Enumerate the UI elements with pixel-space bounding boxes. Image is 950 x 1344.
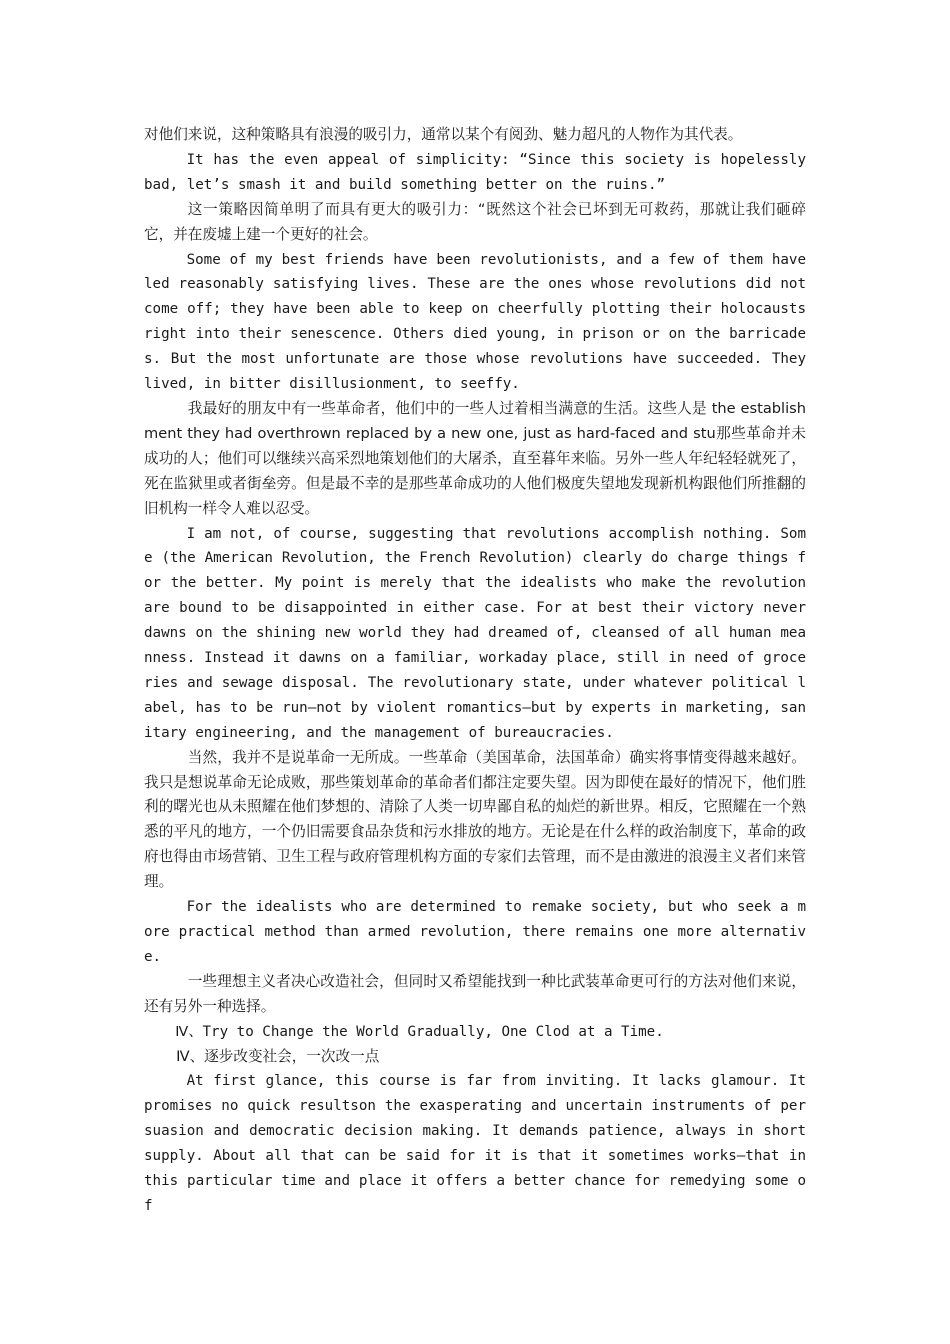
paragraph-en-simplicity: It has the even appeal of simplicity: “Since this society is hopelessly bad, let’s smash it and build something better on the ruins.” bbox=[144, 151, 806, 193]
paragraph-zh-revolutions-accomplish: 当然，我并不是说革命一无所成。一些革命（美国革命，法国革命）确实将事情变得越来越好。我只是想说革命无论成败，那些策划革命的革命者们都注定要失望。因为即使在最好的情况下，他们胜利的曙光也从未照耀在他们梦想的、清除了人类一切卑鄙自私的灿烂的新世界。相反，它照耀在一个熟悉的平凡的地方，一个仍旧需要食品杂货和污水排放的地方。无论是在什么样的政治制度下，革命的政府也得由市场营销、卫生工程与政府管理机构方面的专家们去管理，而不是由激进的浪漫主义者们来管理。 bbox=[144, 748, 806, 891]
document-page bbox=[144, 123, 806, 1219]
paragraph-zh-romantic-appeal: 对他们来说，这种策略具有浪漫的吸引力，通常以某个有阅劲、魅力超凡的人物作为其代表。 bbox=[144, 126, 743, 143]
paragraph-en-revolutionists: Some of my best friends have been revolutionists, and a few of them have led reasonably satisfying lives. These are the ones whose revolutions did not come off; they have been able to keep on cheerfully plotting their holocausts right into their senescence. Others died young, in prison or on the barricades. But the most unfortunate are those whose revolutions have succeeded. They lived, in bitter disillusionment, to seeffy. bbox=[144, 251, 806, 393]
paragraph-en-alternative: For the idealists who are determined to remake society, but who seek a more practical method than armed revolution, there remains one more alternative. bbox=[144, 899, 806, 965]
paragraph-zh-revolutionists: 我最好的朋友中有一些革命者，他们中的一些人过着相当满意的生活。这些人是 the establishment they had overthrown replaced by a new one, just as hard-faced and stu那些革命并未成功的人；他们可以继续兴高采烈地策划他们的大屠杀，直至暮年来临。另外一些人年纪轻轻就死了，死在监狱里或者街垒旁。但是最不幸的是那些革命成功的人他们极度失望地发现新机构跟他们所推翻的旧机构一样令人难以忍受。 bbox=[144, 399, 806, 517]
paragraph-zh-simplicity: 这一策略因简单明了而具有更大的吸引力：“既然这个社会已坏到无可救药，那就让我们砸碎它，并在废墟上建一个更好的社会。 bbox=[144, 200, 806, 243]
section-heading-zh: Ⅳ、逐步改变社会，一次改一点 bbox=[176, 1047, 380, 1065]
paragraph-en-first-glance: At first glance, this course is far from inviting. It lacks glamour. It promises no quick resultson the exasperating and uncertain instruments of persuasion and democratic decision making. It demands patience, always in short supply. About all that can be said for it is that it sometimes works—that in this particular time and place it offers a better chance for remedying some of bbox=[144, 1073, 806, 1214]
paragraph-en-revolutions-accomplish: I am not, of course, suggesting that revolutions accomplish nothing. Some (the American Revolution, the French Revolution) clearly do charge things for the better. My point is merely that the idealists who make the revolution are bound to be disappointed in either case. For at best their victory never dawns on the shining new world they had dreamed of, cleansed of all human meanness. Instead it dawns on a familiar, workaday place, still in need of groceries and sewage disposal. The revolutionary state, under whatever political label, has to be run—not by violent romantics—but by experts in marketing, sanitary engineering, and the management of bureaucracies. bbox=[144, 525, 806, 741]
section-heading-en: Ⅳ、Try to Change the World Gradually, One Clod at a Time. bbox=[175, 1023, 664, 1040]
paragraph-zh-alternative: 一些理想主义者决心改造社会，但同时又希望能找到一种比武装革命更可行的方法对他们来说，还有另外一种选择。 bbox=[144, 972, 806, 1015]
